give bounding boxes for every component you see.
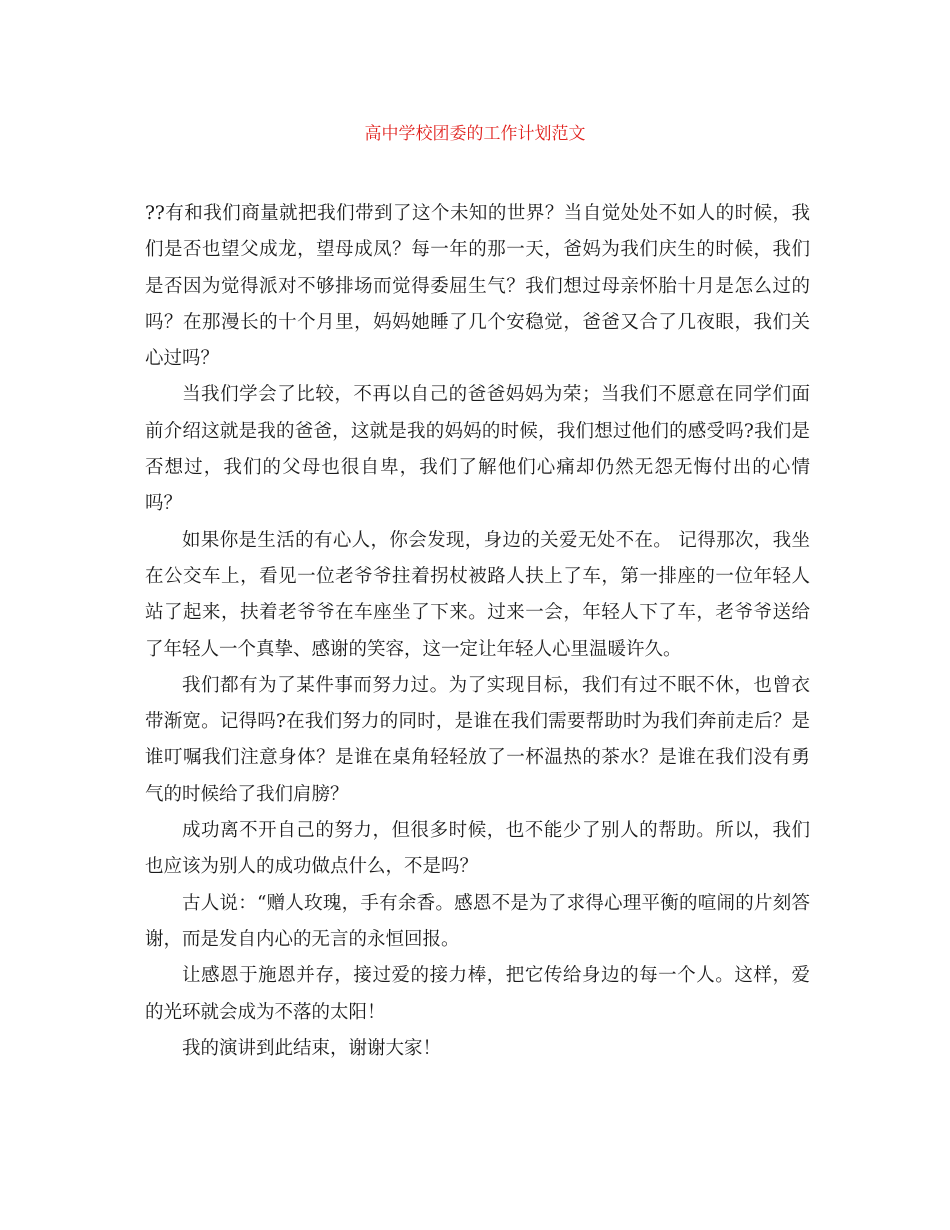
document-body [145,196,810,1067]
body-paragraph: 成功离不开自己的努力，但很多时候，也不能少了别人的帮助。所以，我们也应该为别人的成功做点什么，不是吗？ [145,820,810,878]
body-paragraph: ??有和我们商量就把我们带到了这个未知的世界？当自觉处处不如人的时候，我们是否也望父成龙，望母成凤？每一年的那一天，爸妈为我们庆生的时候，我们是否因为觉得派对不够排场而觉得委屈生气？我们想过母亲怀胎十月是怎么过的吗？在那漫长的十个月里，妈妈她睡了几个安稳觉，爸爸又合了几夜眼，我们关心过吗？ [145,203,810,370]
body-paragraph: 如果你是生活的有心人，你会发现，身边的关爱无处不在。 记得那次，我坐在公交车上，看见一位老爷爷拄着拐杖被路人扶上了车，第一排座的一位年轻人站了起来，扶着老爷爷在车座坐了下来。过来一会，年轻人下了车，老爷爷送给了年轻人一个真挚、感谢的笑容，这一定让年轻人心里温暖许久。 [145,529,810,660]
body-paragraph: 当我们学会了比较，不再以自己的爸爸妈妈为荣；当我们不愿意在同学们面前介绍这就是我的爸爸，这就是我的妈妈的时候，我们想过他们的感受吗?我们是否想过，我们的父母也很自卑，我们了解他们心痛却仍然无怨无悔付出的心情吗？ [145,384,810,515]
document-title: 高中学校团委的工作计划范文 [364,124,586,144]
body-paragraph: 古人说：“赠人玫瑰，手有余香。感恩不是为了求得心理平衡的喧闹的片刻答谢，而是发自内心的无言的永恒回报。 [145,892,810,950]
body-paragraph: 我们都有为了某件事而努力过。为了实现目标，我们有过不眠不休，也曾衣带渐宽。记得吗?在我们努力的同时，是谁在我们需要帮助时为我们奔前走后？是谁叮嘱我们注意身体？是谁在桌角轻轻放了一杯温热的茶水？是谁在我们没有勇气的时候给了我们肩膀？ [145,674,810,805]
body-paragraph: 让感恩于施恩并存，接过爱的接力棒，把它传给身边的每一个人。这样，爱的光环就会成为不落的太阳！ [145,965,810,1023]
body-paragraph: 我的演讲到此结束，谢谢大家！ [182,1037,442,1059]
